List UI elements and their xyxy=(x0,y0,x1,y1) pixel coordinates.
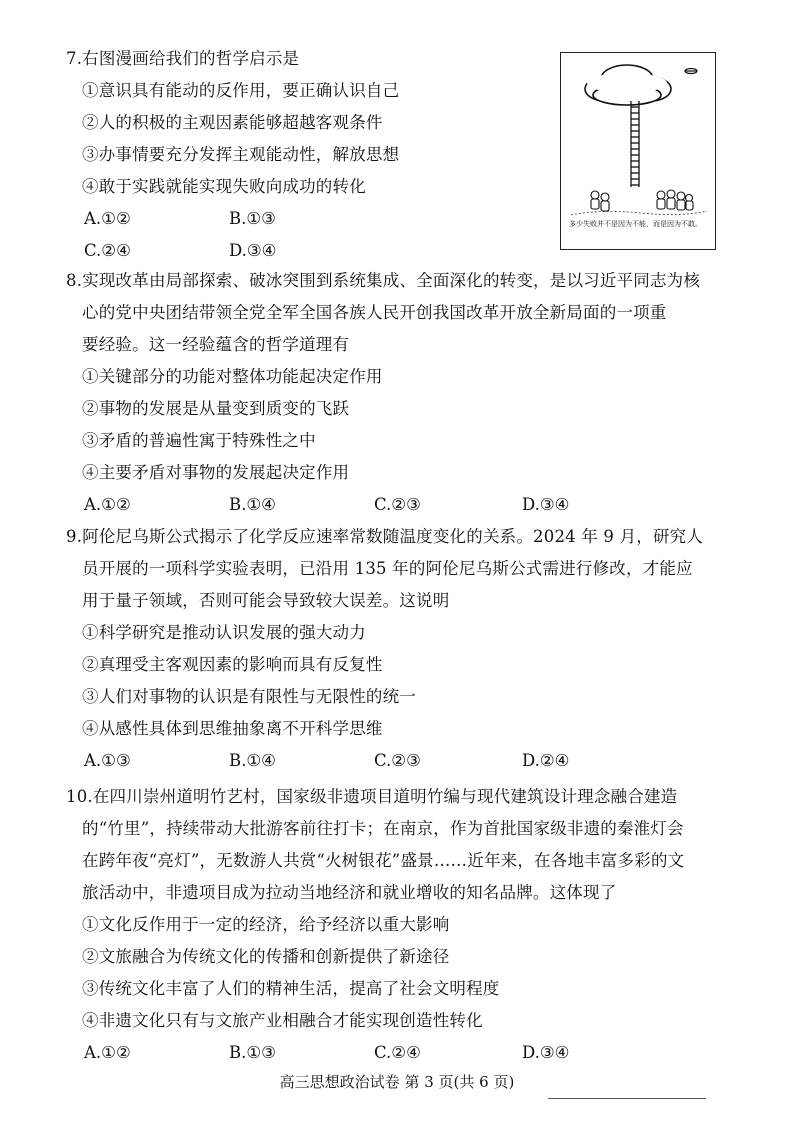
q9-choice-a: A.①③ xyxy=(84,751,131,770)
q8-option-1: ①关键部分的功能对整体功能起决定作用 xyxy=(82,367,383,386)
q10-choice-d: D.③④ xyxy=(522,1043,570,1062)
cartoon-caption: 多少失败并不是因为不能，而是因为不敢。 xyxy=(569,220,702,228)
page-footer: 高三思想政治试卷 第 3 页(共 6 页) xyxy=(279,1073,515,1091)
ufo-icon xyxy=(685,69,697,74)
q8-stem-line1: 8.实现改革由局部探索、破冰突围到系统集成、全面深化的转变，是以习近平同志为核 xyxy=(66,271,701,290)
q8-option-3: ③矛盾的普遍性寓于特殊性之中 xyxy=(82,431,316,450)
q8-choice-d: D.③④ xyxy=(522,495,570,514)
ground-line xyxy=(571,211,707,215)
q10-option-1: ①文化反作用于一定的经济，给予经济以重大影响 xyxy=(82,915,450,934)
q10-stem-line4: 旅活动中，非遗项目成为拉动当地经济和就业增收的知名品牌。这体现了 xyxy=(82,883,617,902)
footer-rule xyxy=(548,1098,706,1099)
q9-option-2: ②真理受主客观因素的影响而具有反复性 xyxy=(82,655,383,674)
q7-option-1: ①意识具有能动的反作用，要正确认识自己 xyxy=(82,81,400,100)
q8-option-4: ④主要矛盾对事物的发展起决定作用 xyxy=(82,463,350,482)
q10-choice-a: A.①② xyxy=(84,1043,131,1062)
q10-choice-c: C.②④ xyxy=(374,1043,421,1062)
q9-option-3: ③人们对事物的认识是有限性与无限性的统一 xyxy=(82,687,416,706)
q9-stem-line1: 9.阿伦尼乌斯公式揭示了化学反应速率常数随温度变化的关系。2024 年 9 月，研究人 xyxy=(66,527,704,546)
q9-choice-b: B.①④ xyxy=(229,751,276,770)
q7-choice-b: B.①③ xyxy=(229,209,276,228)
q9-option-1: ①科学研究是推动认识发展的强大动力 xyxy=(82,623,366,642)
q7-choice-d: D.③④ xyxy=(229,241,277,260)
person-group-left-icon xyxy=(591,191,609,211)
q7-stem: 7.右图漫画给我们的哲学启示是 xyxy=(66,49,300,68)
q8-choice-c: C.②③ xyxy=(374,495,421,514)
q9-choice-d: D.②④ xyxy=(522,751,570,770)
q9-choice-c: C.②③ xyxy=(374,751,421,770)
q8-stem-line2: 心的党中央团结带领全党全军全国各族人民开创我国改革开放全新局面的一项重 xyxy=(82,303,667,322)
q7-option-3: ③办事情要充分发挥主观能动性，解放思想 xyxy=(82,145,400,164)
q7-cartoon xyxy=(560,52,716,250)
q8-choice-b: B.①④ xyxy=(229,495,276,514)
q7-option-4: ④敢于实践就能实现失败向成功的转化 xyxy=(82,177,366,196)
q9-option-4: ④从感性具体到思维抽象离不开科学思维 xyxy=(82,719,383,738)
q9-stem-line2: 员开展的一项科学实验表明，已沿用 135 年的阿伦尼乌斯公式需进行修改，才能应 xyxy=(82,559,693,578)
q10-option-4: ④非遗文化只有与文旅产业相融合才能实现创造性转化 xyxy=(82,1011,483,1030)
q10-option-2: ②文旅融合为传统文化的传播和创新提供了新途径 xyxy=(82,947,450,966)
q8-option-2: ②事物的发展是从量变到质变的飞跃 xyxy=(82,399,350,418)
q8-stem-line3: 要经验。这一经验蕴含的哲学道理有 xyxy=(82,335,350,354)
q10-stem-line1: 10.在四川崇州道明竹艺村，国家级非遗项目道明竹编与现代建筑设计理念融合建造 xyxy=(66,787,678,806)
q7-choice-c: C.②④ xyxy=(84,241,131,260)
q10-choice-b: B.①③ xyxy=(229,1043,276,1062)
q7-choice-a: A.①② xyxy=(84,209,131,228)
person-group-right-icon xyxy=(657,190,693,210)
q10-option-3: ③传统文化丰富了人们的精神生活，提高了社会文明程度 xyxy=(82,979,500,998)
q9-stem-line3: 用于量子领域，否则可能会导致较大误差。这说明 xyxy=(82,591,450,610)
ladder-icon xyxy=(631,101,639,187)
q10-stem-line3: 在跨年夜“亮灯”，无数游人共赏“火树银花”盛景……近年来，在各地丰富多彩的文 xyxy=(82,851,685,870)
q10-stem-line2: 的“竹里”，持续带动大批游客前往打卡；在南京，作为首批国家级非遗的秦淮灯会 xyxy=(82,819,684,838)
q8-choice-a: A.①② xyxy=(84,495,131,514)
q7-option-2: ②人的积极的主观因素能够超越客观条件 xyxy=(82,113,383,132)
